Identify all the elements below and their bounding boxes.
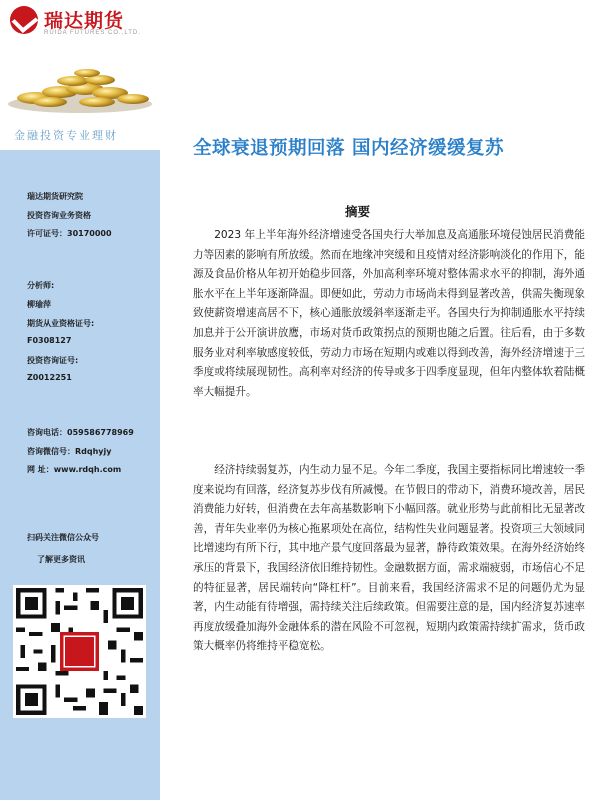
paragraph-text: 经济持续弱复苏，内生动力显不足。今年二季度，我国主要指标同比增速较一季度来说均有回落，经济复苏步伐有所减慢。在节假日的带动下，消费环境改善，居民消费能力好转，但消费在去年高基数影响下小幅回落。就业形势与此前相比无显著改善，青年失业率仍为核心拖累项处在高位，结构性失业问题显著。投资项三大领域同比增速均有所下行，其中地产景气度回落最为显著，静待政策效果。在海外经济始终承压的背景下，我国经济依旧维持韧性。金融数据方面，需求端疲弱，市场信心不足的特征显著，居民端转向“降杠杆”。目前来看，我国经济需求不足的问题仍尤为显著，内生动能有待增强，需持续关注后续政策。但需要注意的是，国内经济复苏速率再度放缓叠加海外金融体系的潜在风险不可忽视，短期内政策需持续扩需求，货币政策大概率仍将维持平稳宽松。 <box>193 464 585 653</box>
logo-text: 瑞达期货 <box>44 10 125 32</box>
company-tagline: 金融投资专业理财 <box>14 129 118 142</box>
gold-coins-image <box>5 62 155 120</box>
more-info-text: 了解更多资讯 <box>37 555 85 564</box>
website-link[interactable]: 网 址：www.rdqh.com <box>27 465 122 474</box>
follow-wechat-text: 扫码关注微信公众号 <box>27 533 99 542</box>
qualification: 投资咨询业务资格 <box>27 211 91 220</box>
futures-cert-label: 期货从业资格证号: <box>27 319 95 328</box>
analyst-label: 分析师: <box>27 281 55 290</box>
abstract-paragraph-2 <box>193 461 585 657</box>
logo-mark-icon <box>10 6 38 34</box>
advisory-cert-number: Z0012251 <box>27 373 72 382</box>
abstract-paragraph-1 <box>193 226 585 402</box>
contact-wechat: 咨询微信号：Rdqhyjy <box>27 447 112 456</box>
institute-name: 瑞达期货研究院 <box>27 192 83 201</box>
advisory-cert-label: 投资咨询证号: <box>27 356 79 365</box>
logo-subtext: RUIDA FUTURES CO.,LTD. <box>44 30 141 36</box>
license-number: 许可证号：30170000 <box>27 229 112 238</box>
abstract-heading: 摘要 <box>345 204 371 219</box>
paragraph-text: 2023 年上半年海外经济增速受各国央行大举加息及高通胀环境侵蚀居民消费能力等因素的影响有所放缓。然而在地缘冲突缓和且疫情对经济影响淡化的作用下，能源及食品价格从年初开始稳步回落，外加高利率环境对整体需求水平的抑制，海外通胀水平在上半年逐渐降温。即便如此，劳动力市场尚未得到显著改善，供需失衡现象致使薪资增速高居不下，核心通胀放缓斜率逐渐走平。各国央行为抑制通胀水平持续加息并于公开演讲放鹰，市场对货币政策拐点的预期也随之后置。往后看，由于多数服务业对利率敏感度较低，劳动力市场在短期内或难以得到改善，海外经济增速于三季度或将续展现韧性。高利率对经济的传导或多于四季度显现，但年内整体软着陆概率大幅提升。 <box>193 229 585 398</box>
report-title: 全球衰退预期回落 国内经济缓缓复苏 <box>193 138 504 159</box>
qr-code-icon[interactable] <box>16 588 143 715</box>
analyst-name: 柳瑜萍 <box>27 300 51 309</box>
futures-cert-number: F0308127 <box>27 336 72 345</box>
contact-phone: 咨询电话：059586778969 <box>27 428 134 437</box>
company-logo <box>10 4 180 44</box>
